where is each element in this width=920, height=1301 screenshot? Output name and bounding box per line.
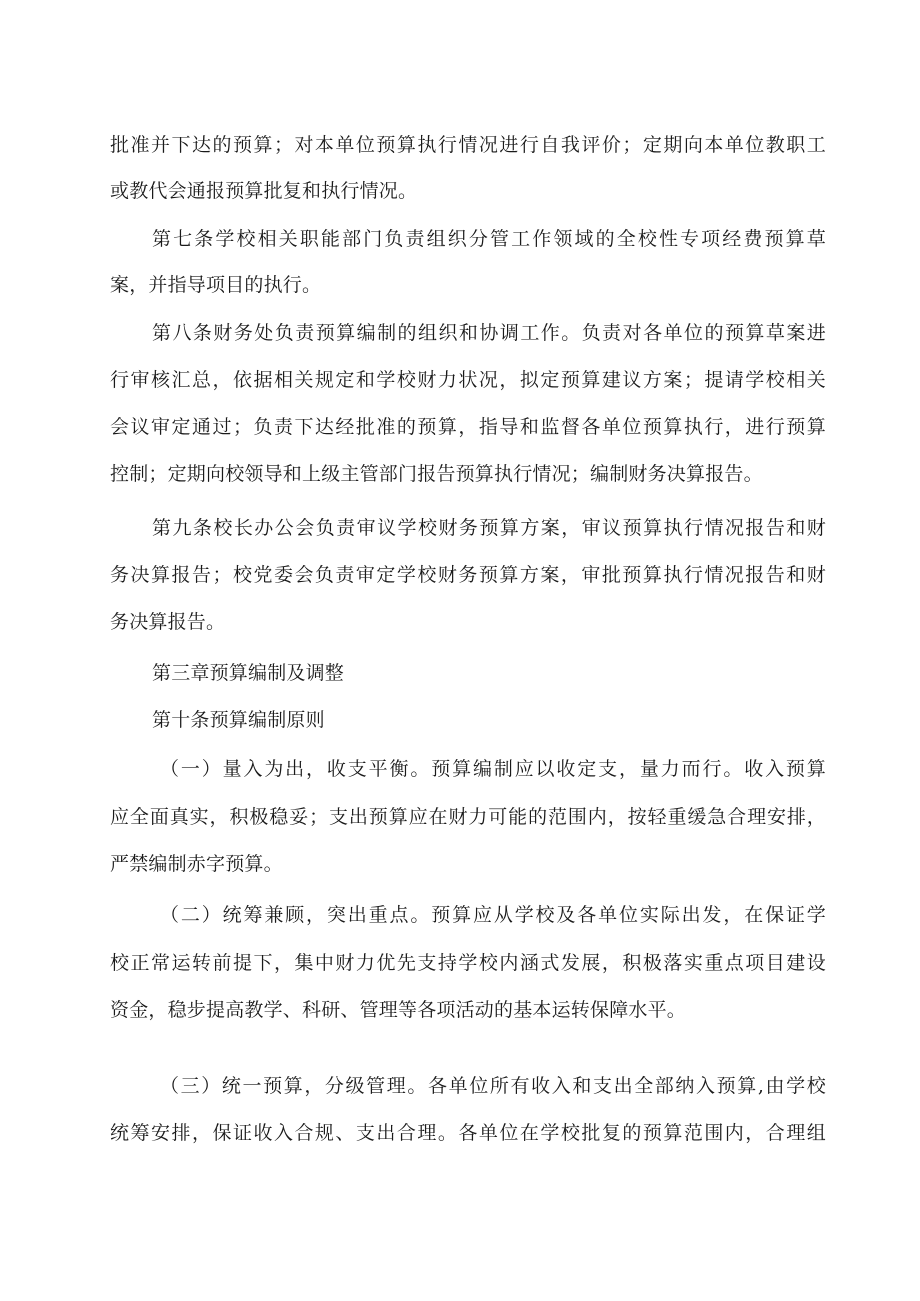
article-7-line-1: 第七条学校相关职能部门负责组织分管工作领域的全校性专项经费预算草 [152, 228, 826, 250]
principle-1-line-3: 严禁编制赤字预算。 [110, 853, 283, 875]
paragraph-continuation-line-2: 或教代会通报预算批复和执行情况。 [110, 180, 418, 202]
article-8-line-1: 第八条财务处负责预算编制的组织和协调工作。负责对各单位的预算草案进 [152, 322, 826, 344]
article-9-line-2: 务决算报告；校党委会负责审定学校财务预算方案，审批预算执行情况报告和财 [110, 564, 826, 586]
principle-3-line-2: 统筹安排，保证收入合规、支出合理。各单位在学校批复的预算范围内，合理组 [110, 1122, 826, 1144]
paragraph-continuation-line-1: 批准并下达的预算；对本单位预算执行情况进行自我评价；定期向本单位教职工 [110, 134, 826, 156]
article-10-heading: 第十条预算编制原则 [152, 709, 325, 731]
article-9-line-3: 务决算报告。 [110, 611, 226, 633]
article-8-line-4: 控制；定期向校领导和上级主管部门报告预算执行情况；编制财务决算报告。 [110, 463, 763, 485]
chapter-3-heading: 第三章预算编制及调整 [152, 662, 345, 684]
principle-3-line-1: （三）统一预算，分级管理。各单位所有收入和支出全部纳入预算,由学校 [160, 1075, 826, 1097]
article-8-line-2: 行审核汇总，依据相关规定和学校财力状况，拟定预算建议方案；提请学校相关 [110, 369, 826, 391]
article-9-line-1: 第九条校长办公会负责审议学校财务预算方案，审议预算执行情况报告和财 [152, 517, 826, 539]
principle-1-line-1: （一）量入为出，收支平衡。预算编制应以收定支，量力而行。收入预算 [160, 758, 826, 780]
principle-2-line-1: （二）统筹兼顾，突出重点。预算应从学校及各单位实际出发，在保证学 [160, 904, 826, 926]
article-8-line-3: 会议审定通过；负责下达经批准的预算，指导和监督各单位预算执行，进行预算 [110, 416, 826, 438]
principle-2-line-3: 资金，稳步提高教学、科研、管理等各项活动的基本运转保障水平。 [110, 999, 687, 1021]
article-7-line-2: 案，并指导项目的执行。 [110, 274, 322, 296]
principle-1-line-2: 应全面真实，积极稳妥；支出预算应在财力可能的范围内，按轻重缓急合理安排， [110, 806, 826, 828]
principle-2-line-2: 校正常运转前提下，集中财力优先支持学校内涵式发展，积极落实重点项目建设 [110, 952, 826, 974]
